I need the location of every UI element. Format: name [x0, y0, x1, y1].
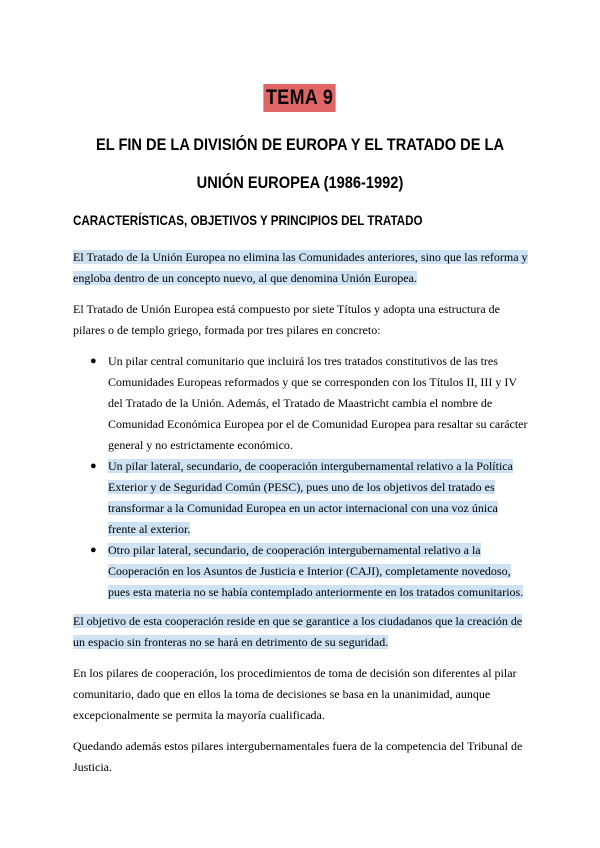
paragraph-2: El Tratado de Unión Europea está compuesto por siete Títulos y adopta una estructura de pilares o de templo griego, formada por tres pilares en concreto:	[73, 302, 501, 337]
title-line-1: EL FIN DE LA DIVISIÓN DE EUROPA Y EL TRATADO DE LA	[95, 135, 505, 154]
title-line-2: UNIÓN EUROPEA (1986-1992)	[196, 173, 404, 192]
tema-label: TEMA 9	[264, 84, 336, 112]
document-title	[76, 126, 523, 202]
bullet-icon: ●	[90, 544, 97, 556]
paragraph-1-text: El Tratado de la Unión Europea no elimina las Comunidades anteriores, sino que las reforma y engloba dentro de un concepto nuevo, al que denomina Unión Europea.	[73, 250, 528, 285]
paragraph-3	[73, 611, 528, 653]
list-item	[73, 456, 528, 540]
list-item-text: Otro pilar lateral, secundario, de cooperación intergubernamental relativo a la Cooperación en los Asuntos de Justicia e Interior (CAJI), completamente novedoso, pues esta materia no se había contemplado anteriormente en los tratados comunitarios.	[108, 543, 524, 599]
section-heading: CARACTERÍSTICAS, OBJETIVOS Y PRINCIPIOS DEL TRATADO	[73, 212, 423, 228]
list-item-text: Un pilar central comunitario que incluirá los tres tratados constitutivos de las tres Comunidades Europeas reformados y que se corresponden con los Títulos II, III y IV del Tratado de la Unión. Además, el Tratado de Maastricht cambia el nombre de Comunidad Económica Europea por el de Comunidad Europea para resaltar su carácter general y no estrictamente económico.	[108, 354, 528, 452]
bullet-icon: ●	[90, 355, 97, 367]
tema-label-wrap	[0, 84, 600, 112]
paragraph-3-text: El objetivo de esta cooperación reside en que se garantice a los ciudadanos que la creación de un espacio sin fronteras no se hará en detrimento de su seguridad.	[73, 614, 523, 649]
list-item-text: Un pilar lateral, secundario, de cooperación intergubernamental relativo a la Política Exterior y de Seguridad Común (PESC), pues uno de los objetivos del tratado es transformar a la Comunidad Europea en un actor internacional con una voz única frente al exterior.	[108, 459, 513, 536]
list-item	[73, 540, 528, 603]
paragraph-4: En los pilares de cooperación, los procedimientos de toma de decisión son diferentes al pilar comunitario, dado que en ellos la toma de decisiones se basa en la unanimidad, aunque excepcionalmente se permita la mayoría cualificada.	[73, 666, 517, 722]
list-item	[73, 351, 528, 456]
pillars-list	[73, 351, 528, 603]
paragraph-5: Quedando además estos pilares intergubernamentales fuera de la competencia del Tribunal de Justicia.	[73, 739, 523, 774]
paragraph-1	[73, 247, 528, 289]
bullet-icon: ●	[90, 460, 97, 472]
